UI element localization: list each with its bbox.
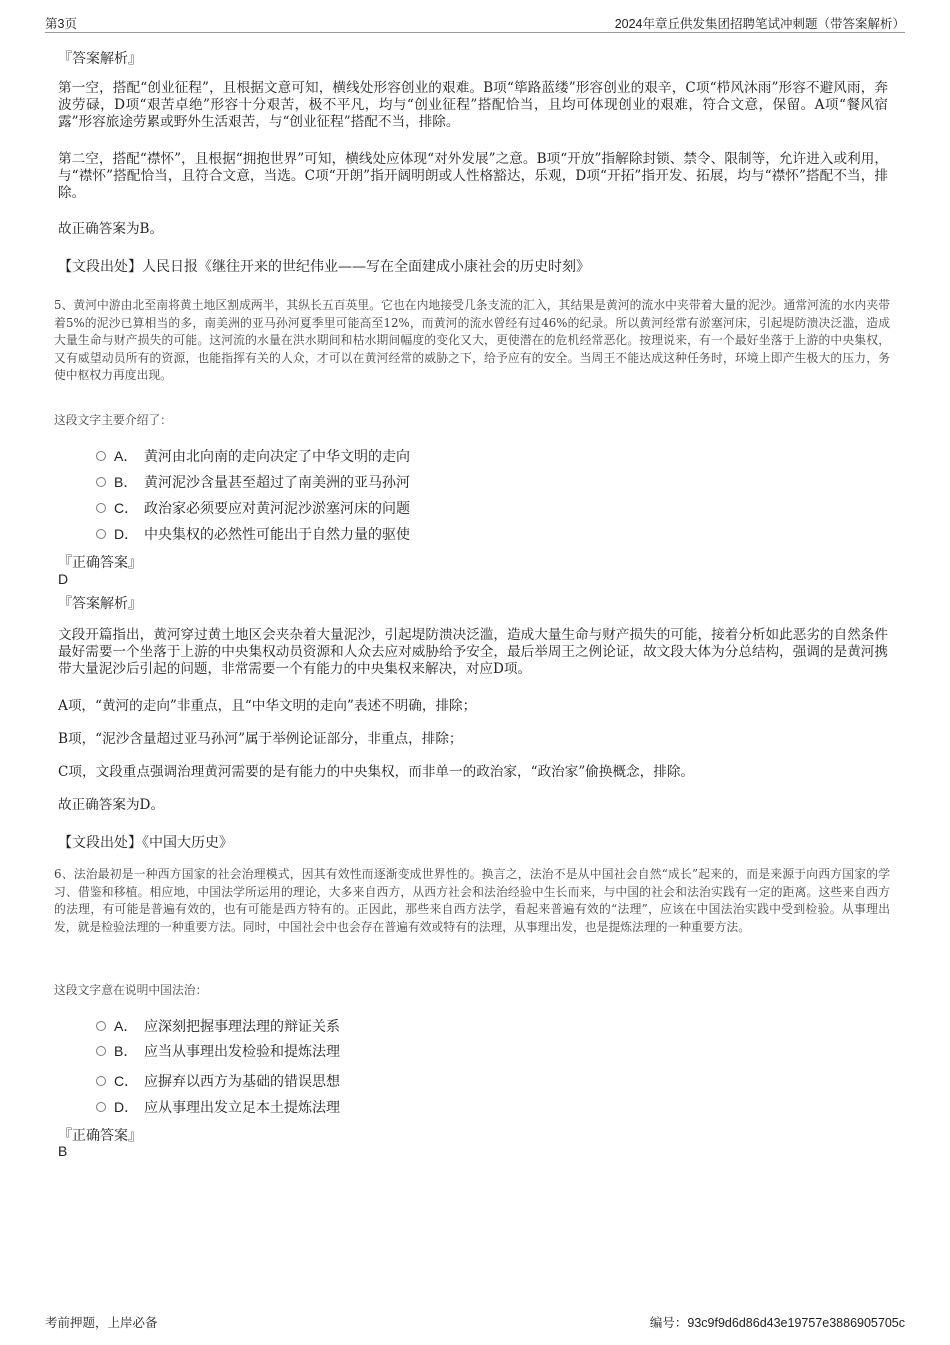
option-text: 应摒弃以西方为基础的错误思想 <box>144 1074 340 1090</box>
q5-option-d[interactable] <box>96 524 410 542</box>
option-text: 应深刻把握事理法理的辩证关系 <box>144 1019 340 1035</box>
q6-option-b[interactable] <box>96 1041 340 1059</box>
q5-answer: D <box>58 571 69 587</box>
q5-analysis-paragraph-4: C项，文段重点强调治理黄河需要的是有能力的中央集权，而非单一的政治家，“政治家”偷换概念，排除。 <box>58 764 695 780</box>
radio-icon[interactable] <box>96 1046 106 1056</box>
option-letter: D． <box>114 1099 139 1115</box>
q5-answer-label: 『正确答案』 <box>58 555 142 571</box>
q6-answer: B <box>58 1143 68 1159</box>
option-text: 政治家必须要应对黄河泥沙淤塞河床的问题 <box>144 501 410 517</box>
q6-prompt: 这段文字意在说明中国法治： <box>54 983 208 997</box>
q5-passage: 5、黄河中游由北至南将黄土地区割成两半，其纵长五百英里。它也在内地接受几条支流的汇入，其结果是黄河的流水中夹带着大量的泥沙。通常河流的水内夹带着5%的泥沙已算相当的多，南美洲的亚马孙河夏季里可能高至12%，而黄河的流水曾经有过46%的纪录。所以黄河经常有淤塞河床，引起堤防溃决泛滥，造成大量生命与财产损失的可能。这河流的水量在洪水期间和枯水期间幅度的变化又大，更使潜在的危机经常恶化。按理说来，有一个最好坐落于上游的中央集权，又有威望动员所有的资源，也能指挥有关的人众，才可以在黄河经常的威胁之下，给予应有的安全。当周王不能达成这种任务时，环境上即产生极大的压力，务使中枢权力再度出现。 <box>54 298 890 382</box>
q6-option-d[interactable] <box>96 1097 340 1115</box>
option-letter: D． <box>114 526 139 542</box>
q5-analysis-paragraph-2: A项，“黄河的走向”非重点，且“中华文明的走向”表述不明确，排除； <box>58 698 477 714</box>
q5-prompt: 这段文字主要介绍了： <box>54 413 172 427</box>
radio-icon[interactable] <box>96 451 106 461</box>
document-id: 编号：93c9f9d6d86d43e19757e3886905705c <box>649 1316 905 1330</box>
option-letter: C． <box>114 500 139 516</box>
option-text: 黄河由北向南的走向决定了中华文明的走向 <box>144 449 410 465</box>
radio-icon[interactable] <box>96 1102 106 1112</box>
option-letter: A． <box>114 448 138 464</box>
page-footer <box>45 1313 905 1331</box>
q4-analysis-paragraph-2: 第二空，搭配“襟怀”，且根据“拥抱世界”可知，横线处应体现“对外发展”之意。B项“开放”指解除封锁、禁令、限制等，允许进入或利用，与“襟怀”搭配恰当，且符合文意，当选。C项“开朗”指开阔明朗或人性格豁达，乐观，D项“开拓”指开发、拓展，均与“襟怀”搭配不当，排除。 <box>58 151 888 201</box>
q6-option-a[interactable] <box>96 1016 340 1034</box>
q5-option-a[interactable] <box>96 446 410 464</box>
option-letter: C． <box>114 1073 139 1089</box>
option-letter: A． <box>114 1018 138 1034</box>
q5-analysis-label: 『答案解析』 <box>58 596 142 612</box>
radio-icon[interactable] <box>96 529 106 539</box>
option-letter: B． <box>114 1043 138 1059</box>
q5-conclusion: 故正确答案为D。 <box>58 797 165 813</box>
option-letter: B． <box>114 474 138 490</box>
footer-slogan: 考前押题，上岸必备 <box>45 1316 158 1330</box>
radio-icon[interactable] <box>96 503 106 513</box>
q6-answer-label: 『正确答案』 <box>58 1128 142 1144</box>
q4-analysis-label: 『答案解析』 <box>58 51 142 67</box>
q5-analysis-paragraph-1: 文段开篇指出，黄河穿过黄土地区会夹杂着大量泥沙，引起堤防溃决泛滥，造成大量生命与财产损失的可能，接着分析如此恶劣的自然条件最好需要一个坐落于上游的中央集权动员资源和人众去应对威胁给予安全，最后举周王之例论证，故文段大体为分总结构，强调的是黄河携带大量泥沙后引起的问题，非常需要一个有能力的中央集权来解决，对应D项。 <box>58 627 888 677</box>
q4-source: 【文段出处】人民日报《继往开来的世纪伟业——写在全面建成小康社会的历史时刻》 <box>58 259 590 275</box>
page-number: 第3页 <box>45 17 77 31</box>
q6-option-c[interactable] <box>96 1071 340 1089</box>
document-title: 2024年章丘供发集团招聘笔试冲刺题（带答案解析） <box>614 17 905 31</box>
option-text: 应从事理出发立足本土提炼法理 <box>144 1100 340 1116</box>
q5-option-b[interactable] <box>96 472 410 490</box>
q4-analysis-paragraph-1: 第一空，搭配“创业征程”，且根据文意可知，横线处形容创业的艰难。B项“筚路蓝缕”形容创业的艰辛，C项“栉风沐雨”形容不避风雨，奔波劳碌，D项“艰苦卓绝”形容十分艰苦，极不平凡，均与“创业征程”搭配恰当，且均可体现创业的艰难，符合文意，保留。A项“餐风宿露”形容旅途劳累或野外生活艰苦，与“创业征程”搭配不当，排除。 <box>58 80 888 130</box>
radio-icon[interactable] <box>96 1021 106 1031</box>
q5-source: 【文段出处】《中国大历史》 <box>58 835 233 851</box>
radio-icon[interactable] <box>96 477 106 487</box>
radio-icon[interactable] <box>96 1076 106 1086</box>
q4-conclusion: 故正确答案为B。 <box>58 221 164 237</box>
page-header <box>45 12 905 33</box>
option-text: 黄河泥沙含量甚至超过了南美洲的亚马孙河 <box>144 475 410 491</box>
option-text: 应当从事理出发检验和提炼法理 <box>144 1044 340 1060</box>
q5-option-c[interactable] <box>96 498 410 516</box>
option-text: 中央集权的必然性可能出于自然力量的驱使 <box>144 527 410 543</box>
q6-passage: 6、法治最初是一种西方国家的社会治理模式，因其有效性而逐渐变成世界性的。换言之，法治不是从中国社会自然“成长”起来的，而是来源于向西方国家的学习、借鉴和移植。相应地，中国法学所运用的理论，大多来自西方，从西方社会和法治经验中生长而来，与中国的社会和法治实践有一定的距离。这些来自西方的法理，有可能是普遍有效的，也有可能是西方特有的。正因此，那些来自西方法学，看起来普遍有效的“法理”，应该在中国法治实践中受到检验。从事理出发，就是检验法理的一种重要方法。同时，中国社会中也会存在普遍有效或特有的法理，从事理出发，也是提炼法理的一种重要方法。 <box>54 867 890 934</box>
q5-analysis-paragraph-3: B项，“泥沙含量超过亚马孙河”属于举例论证部分，非重点，排除； <box>58 731 463 747</box>
